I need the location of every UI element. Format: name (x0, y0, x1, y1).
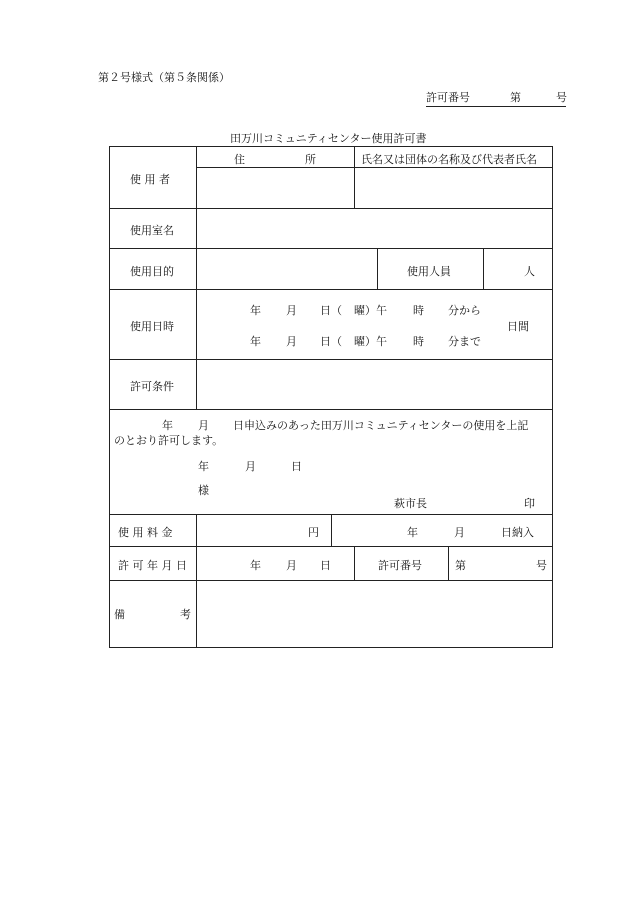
conditions-label: 許可条件 (130, 380, 174, 393)
form-number: 第２号様式（第５条関係） (98, 71, 230, 84)
pd-day: 日 (320, 559, 331, 572)
issue-month: 月 (245, 460, 256, 473)
dt-to-year: 年 (250, 335, 261, 348)
people-label: 使用人員 (407, 265, 451, 278)
document-title: 田万川コミュニティセンター使用許可書 (230, 132, 427, 145)
dt-from-suffix: 分から (448, 304, 481, 317)
fee-label: 使 用 料 金 (118, 526, 173, 539)
permit-number-go: 号 (556, 91, 567, 104)
permit-no-go: 号 (536, 559, 547, 572)
body-year: 年 (162, 419, 173, 432)
permit-number-label: 許可番号 (426, 91, 470, 104)
pd-month: 月 (286, 559, 297, 572)
room-label: 使用室名 (130, 224, 174, 237)
dt-to-month: 月 (286, 335, 297, 348)
dt-from-day: 日（ (320, 304, 342, 317)
issue-year: 年 (198, 460, 209, 473)
addressee-sama: 様 (198, 484, 209, 497)
permit-number-header (426, 89, 566, 107)
address-label-2: 所 (305, 153, 316, 166)
permit-date-label: 許 可 年 月 日 (118, 559, 187, 572)
dt-to-suffix: 分まで (448, 335, 481, 348)
people-unit: 人 (524, 265, 535, 278)
remarks-label-2: 考 (180, 608, 191, 621)
fee-unit: 円 (308, 526, 319, 539)
body-month: 月 (198, 419, 209, 432)
pd-year: 年 (250, 559, 261, 572)
body-text-2: のとおり許可します。 (114, 434, 224, 447)
dt-from-year: 年 (250, 304, 261, 317)
mayor-label: 萩市長 (394, 497, 427, 510)
datetime-label: 使用日時 (130, 320, 174, 333)
permit-no-label: 許可番号 (378, 559, 422, 572)
body-text-1: 日申込みのあった田万川コミュニティセンターの使用を上記 (233, 419, 529, 432)
address-label: 住 (234, 153, 245, 166)
purpose-label: 使用目的 (130, 265, 174, 278)
dt-from-month: 月 (286, 304, 297, 317)
permit-number-dai: 第 (510, 91, 521, 104)
issue-day: 日 (291, 460, 302, 473)
name-label: 氏名又は団体の名称及び代表者氏名 (361, 153, 537, 166)
dt-to-weekday: 曜）午 (354, 335, 387, 348)
pay-month: 月 (454, 526, 465, 539)
user-label: 使 用 者 (130, 173, 170, 186)
remarks-label: 備 (114, 608, 125, 621)
permit-no-dai: 第 (455, 559, 466, 572)
pay-day: 日納入 (501, 526, 534, 539)
dt-to-day: 日（ (320, 335, 342, 348)
dt-days: 日間 (507, 320, 529, 333)
pay-year: 年 (407, 526, 418, 539)
seal-mark: 印 (524, 497, 535, 510)
dt-from-hour: 時 (413, 304, 424, 317)
dt-to-hour: 時 (413, 335, 424, 348)
dt-from-weekday: 曜）午 (354, 304, 387, 317)
